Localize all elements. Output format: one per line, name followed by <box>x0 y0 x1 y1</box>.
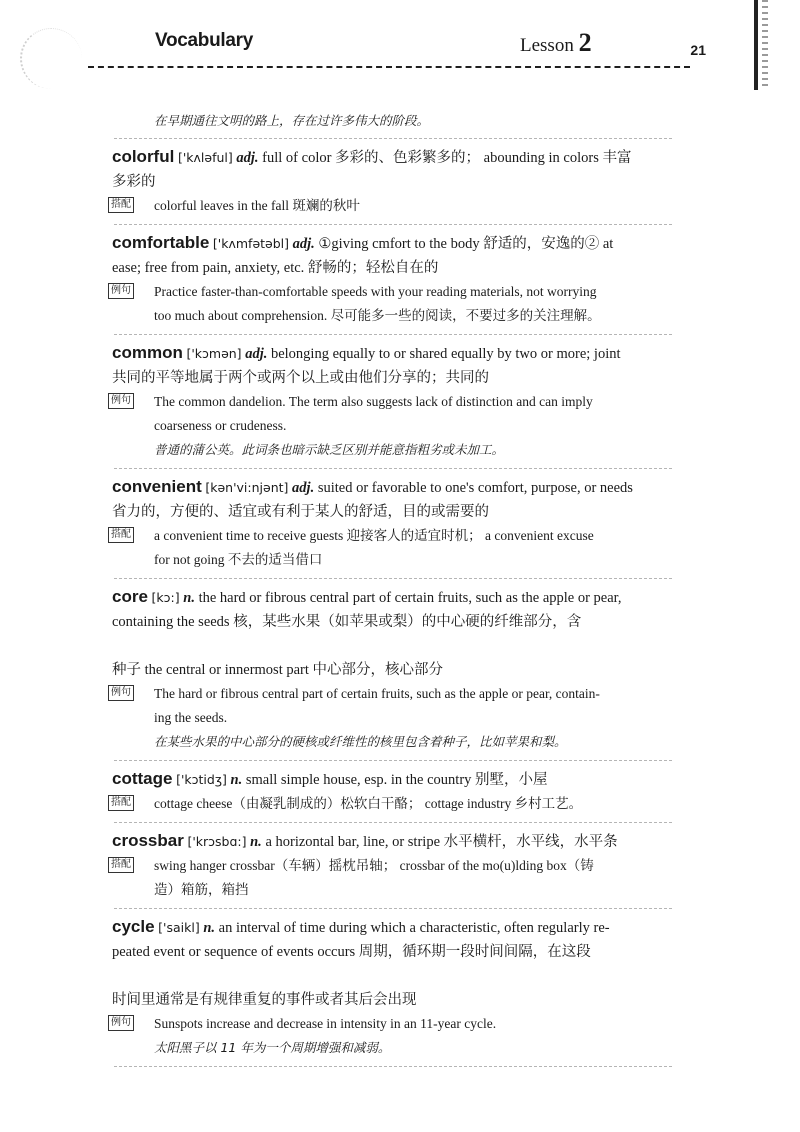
example-block <box>112 792 672 816</box>
definition-line: 省力的，方便的、适宜或有利于某人的舒适，目的或需要的 <box>112 504 489 520</box>
headword: comfortable <box>112 233 210 252</box>
definition <box>112 341 672 390</box>
example-line: for not going 不去的适当借口 <box>154 552 323 567</box>
entry-comfortable <box>112 231 672 335</box>
entry-cottage <box>112 767 672 823</box>
example-tag-label: 搭配 <box>108 795 134 811</box>
separator <box>114 760 672 761</box>
definition-line: suited or favorable to one's comfort, purpose, or needs <box>317 480 633 496</box>
definition-line: ①giving cmfort to the body 舒适的，安逸的② at <box>318 236 614 252</box>
entries-container <box>112 145 672 1067</box>
page-smudge <box>20 28 82 89</box>
entry-list <box>112 110 672 1073</box>
example-tag-label: 搭配 <box>108 527 134 543</box>
phonetic: ['kʌmfətəbl] <box>212 236 290 251</box>
entry-core <box>112 585 672 761</box>
definition-line: full of color 多彩的、色彩繁多的； abounding in colors 丰富 <box>262 150 632 166</box>
definition <box>112 767 672 792</box>
example-tag-label: 例句 <box>108 283 134 299</box>
headword: common <box>112 343 183 362</box>
entry-crossbar <box>112 829 672 909</box>
example-block <box>112 524 672 572</box>
scan-edge-mark <box>754 0 758 90</box>
separator <box>114 1066 672 1067</box>
definition-line: the hard or fibrous central part of certain fruits, such as the apple or pear, <box>198 590 622 606</box>
definition-line: an interval of time during which a characteristic, often regularly re- <box>218 920 610 936</box>
definition-line: containing the seeds 核，某些水果（如苹果或梨）的中心硬的纤维部分，含 <box>112 614 582 630</box>
example-tag-label: 搭配 <box>108 197 134 213</box>
separator <box>114 822 672 823</box>
definition-line: 时间里通常是有规律重复的事件或者其后会出现 <box>112 992 417 1008</box>
example-line: The common dandelion. The term also suggests lack of distinction and can imply <box>154 394 593 409</box>
header-lesson-label: Lesson <box>520 35 574 56</box>
separator <box>114 468 672 469</box>
example-block <box>112 280 672 328</box>
header-title: Vocabulary <box>155 30 254 51</box>
example-block <box>112 194 672 218</box>
example-block <box>112 854 672 902</box>
example-tag-label: 例句 <box>108 1015 134 1031</box>
headword: colorful <box>112 147 175 166</box>
phonetic: ['kɔmən] <box>186 346 242 361</box>
phonetic: ['kɔtidʒ] <box>176 772 227 787</box>
definition <box>112 145 672 194</box>
example-line: 造）箱筋，箱挡 <box>154 882 249 897</box>
definition-line: small simple house, esp. in the country 别墅，小屋 <box>245 772 548 788</box>
example-block <box>112 390 672 462</box>
example-line: too much about comprehension. 尽可能多一些的阅读，不要过多的关注理解。 <box>154 308 601 323</box>
part-of-speech: n. <box>250 834 262 850</box>
intro-translation: 在早期通往文明的路上，存在过许多伟大的阶段。 <box>154 113 430 128</box>
separator <box>114 334 672 335</box>
scan-dot-strip <box>762 0 768 90</box>
example-tag-label: 搭配 <box>108 857 134 873</box>
definition <box>112 915 672 1012</box>
example-line: colorful leaves in the fall 斑斓的秋叶 <box>154 198 360 213</box>
example-translation: 在某些水果的中心部分的硬核或纤维性的核里包含着种子，比如苹果和梨。 <box>154 734 567 749</box>
part-of-speech: n. <box>203 920 216 936</box>
header-rule <box>88 66 690 68</box>
entry-common <box>112 341 672 469</box>
example-line: Sunspots increase and decrease in intensity in an 11-year cycle. <box>154 1016 497 1031</box>
definition-line: 多彩的 <box>112 174 156 190</box>
definition-line: a horizontal bar, line, or stripe 水平横杆，水平线，水平条 <box>265 834 618 850</box>
separator <box>114 138 672 139</box>
phonetic: [kɔ:] <box>151 590 180 605</box>
part-of-speech: adj. <box>292 236 315 252</box>
separator <box>114 224 672 225</box>
example-translation: 普通的蒲公英。此词条也暗示缺乏区别并能意指粗劣或未加工。 <box>154 442 505 457</box>
headword: cottage <box>112 769 173 788</box>
phonetic: ['krɔsbɑ:] <box>187 834 247 849</box>
part-of-speech: adj. <box>245 346 268 362</box>
headword: crossbar <box>112 831 184 850</box>
definition <box>112 829 672 854</box>
example-tag-label: 例句 <box>108 685 134 701</box>
example-line: ing the seeds. <box>154 710 228 725</box>
separator <box>114 908 672 909</box>
definition-line: belonging equally to or shared equally by two or more; joint <box>270 346 621 362</box>
headword: convenient <box>112 477 202 496</box>
entry-convenient <box>112 475 672 579</box>
definition-line: peated event or sequence of events occurs 周期，循环期一段时间间隔，在这段 <box>112 944 591 960</box>
running-header <box>88 28 706 68</box>
entry-cycle <box>112 915 672 1067</box>
header-lesson-number: 2 <box>578 28 592 57</box>
example-tag-label: 例句 <box>108 393 134 409</box>
phonetic: ['kʌləful] <box>177 150 233 165</box>
part-of-speech: n. <box>230 772 243 788</box>
definition-line: 共同的平等地属于两个或两个以上或由他们分享的；共同的 <box>112 370 489 386</box>
separator <box>114 578 672 579</box>
page-number: 21 <box>690 42 706 58</box>
definition-line: 种子 the central or innermost part 中心部分，核心部分 <box>112 662 444 678</box>
example-line: cottage cheese（由凝乳制成的）松软白干酪； cottage industry 乡村工艺。 <box>154 796 583 811</box>
example-line: coarseness or crudeness. <box>154 418 287 433</box>
definition <box>112 231 672 280</box>
headword: cycle <box>112 917 155 936</box>
definition-line: ease; free from pain, anxiety, etc. 舒畅的；轻松自在的 <box>112 260 439 276</box>
header-lesson <box>520 28 592 58</box>
example-translation: 太阳黑子以 11 年为一个周期增强和减弱。 <box>154 1040 391 1055</box>
phonetic: ['saikl] <box>158 920 200 935</box>
example-line: a convenient time to receive guests 迎接客人的适宜时机； a convenient excuse <box>154 528 594 543</box>
part-of-speech: adj. <box>236 150 259 166</box>
definition <box>112 585 672 682</box>
example-block <box>112 1012 672 1060</box>
part-of-speech: adj. <box>292 480 315 496</box>
example-line: swing hanger crossbar（车辆）摇枕吊轴； crossbar of the mo(u)lding box（铸 <box>154 858 594 873</box>
phonetic: [kən'vi:njənt] <box>205 480 289 495</box>
entry-colorful <box>112 145 672 225</box>
example-block <box>112 682 672 754</box>
headword: core <box>112 587 148 606</box>
definition <box>112 475 672 524</box>
part-of-speech: n. <box>183 590 195 606</box>
example-line: Practice faster-than-comfortable speeds with your reading materials, not worrying <box>154 284 597 299</box>
example-line: The hard or fibrous central part of certain fruits, such as the apple or pear, contain- <box>154 686 600 701</box>
